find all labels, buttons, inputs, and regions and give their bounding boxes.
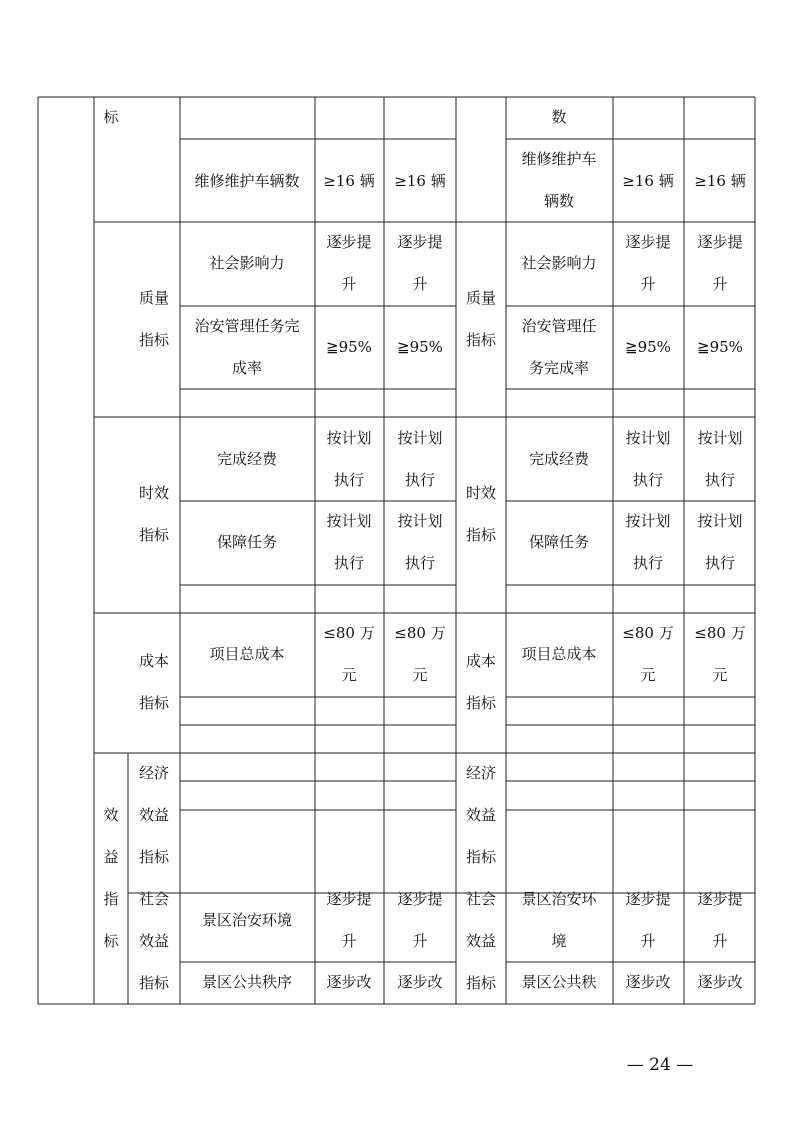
table-cell-text: 升 (712, 275, 728, 293)
table-cell-text: 逐步提 (397, 233, 443, 251)
table-cell-text: 务完成率 (528, 359, 590, 377)
table-cell-text: ≥16 辆 (694, 172, 746, 190)
table-cell-text: 数 (551, 108, 567, 126)
table-cell-text: 指标 (465, 331, 497, 349)
table-cell-text: 按计划 (625, 512, 671, 530)
table-cell-text: 按计划 (326, 512, 372, 530)
page-number: — 24 — (626, 1055, 694, 1075)
table-cell-text: 效益 (138, 932, 170, 950)
table-cell-text: 元 (412, 666, 428, 684)
table-cell-text: ≤80 万 (323, 624, 375, 642)
table-cell-text: 成本 (465, 652, 497, 670)
table-cell-text: 升 (341, 932, 357, 950)
table-cell-text: ≧95% (697, 338, 743, 356)
table-cells (103, 108, 745, 992)
table-cell-text: 经济 (138, 764, 170, 782)
table-cell-text: 执行 (404, 554, 436, 572)
table-cell-text: 标 (103, 932, 119, 950)
table-cell-text: 执行 (404, 471, 436, 489)
table-cell-text: 元 (640, 666, 656, 684)
table-cell-text: ≧95% (397, 338, 443, 356)
table-cell-text: 按计划 (397, 512, 443, 530)
table-cell-text: 景区公共秩 (521, 973, 597, 991)
table-cell-text: 执行 (632, 554, 664, 572)
table-cell-text: ≧95% (625, 338, 671, 356)
table-cell-text: 按计划 (625, 429, 671, 447)
table-cell-text: 成率 (231, 359, 263, 377)
table-cell-text: ≤80 万 (622, 624, 674, 642)
table-cell-text: 逐步提 (697, 890, 743, 908)
table-cell-text: 逐步改 (397, 973, 443, 991)
table-cell-text: ≤80 万 (394, 624, 446, 642)
table-cell-text: 效益 (465, 932, 497, 950)
table-cell-text: 时效 (465, 484, 497, 502)
table-cell-text: 保障任务 (216, 533, 278, 551)
table-cell-text: 指标 (465, 694, 497, 712)
table-cell-text: 执行 (704, 471, 736, 489)
table-cell-text: 元 (712, 666, 728, 684)
table-cell-text: 升 (640, 932, 656, 950)
table-cell-text: 逐步提 (397, 890, 443, 908)
table-cell-text: 辆数 (543, 192, 575, 210)
table-cell-text: ≧95% (326, 338, 372, 356)
table-cell-text: 保障任务 (528, 533, 590, 551)
table-cell-text: 逐步提 (625, 890, 671, 908)
table-cell-text: 社会 (138, 890, 170, 908)
table-cell-text: ≥16 辆 (323, 172, 375, 190)
table-cell-text: 指标 (465, 848, 497, 866)
table-cell-text: 指标 (138, 848, 170, 866)
table-cell-text: 景区治安环境 (201, 911, 293, 929)
table-cell-text: 按计划 (697, 512, 743, 530)
table-cell-text: 标 (103, 108, 119, 126)
table-cell-text: 社会 (465, 890, 497, 908)
table-cell-text: 逐步提 (326, 890, 372, 908)
table-cell-text: 景区治安环 (521, 890, 597, 908)
table-cell-text: ≤80 万 (694, 624, 746, 642)
table-cell-text: 经济 (465, 764, 497, 782)
table-cell-text: 元 (341, 666, 357, 684)
table-cell-text: 景区公共秩序 (201, 973, 293, 991)
table-cell-text: 完成经费 (528, 450, 590, 468)
table-cell-text: 升 (712, 932, 728, 950)
table-cell-text: 执行 (704, 554, 736, 572)
table-cell-text: 升 (412, 275, 428, 293)
table-cell-text: 执行 (333, 471, 365, 489)
table-cell-text: 指标 (138, 974, 170, 992)
table-cell-text: 按计划 (697, 429, 743, 447)
table-cell-text: 益 (103, 848, 119, 866)
table-cell-text: 按计划 (397, 429, 443, 447)
table-cell-text: 逐步改 (625, 973, 671, 991)
table-cell-text: 执行 (632, 471, 664, 489)
table-cell-text: 社会影响力 (521, 254, 597, 272)
table-cell-text: ≥16 辆 (394, 172, 446, 190)
table-cell-text: 成本 (138, 652, 170, 670)
table-cell-text: 指标 (465, 974, 497, 992)
table-cell-text: 指 (103, 890, 119, 908)
table-cell-text: 执行 (333, 554, 365, 572)
table-cell-text: 质量 (138, 289, 170, 307)
table-cell-text: 逐步提 (697, 233, 743, 251)
table-cell-text: 指标 (138, 331, 170, 349)
table-cell-text: 效益 (465, 806, 497, 824)
table-cell-text: 治安管理任务完 (194, 317, 300, 335)
table-cell-text: 时效 (138, 484, 170, 502)
table-cell-text: 完成经费 (216, 450, 278, 468)
table-cell-text: 升 (341, 275, 357, 293)
table-cell-text: 逐步改 (326, 973, 372, 991)
table-cell-text: 逐步提 (625, 233, 671, 251)
table-cell-text: 指标 (138, 526, 170, 544)
table-cell-text: 项目总成本 (521, 645, 597, 663)
table-cell-text: 升 (412, 932, 428, 950)
table-cell-text: 逐步提 (326, 233, 372, 251)
table-cell-text: 项目总成本 (209, 645, 285, 663)
table-cell-text: 维修维护车辆数 (194, 172, 300, 190)
table-cell-text: 维修维护车 (521, 150, 597, 168)
table-cell-text: 逐步改 (697, 973, 743, 991)
table-cell-text: 指标 (138, 694, 170, 712)
table-cell-text: 指标 (465, 526, 497, 544)
table-cell-text: 社会影响力 (209, 254, 285, 272)
table-cell-text: 升 (640, 275, 656, 293)
table-cell-text: 效 (103, 806, 119, 824)
table-cell-text: 按计划 (326, 429, 372, 447)
table-cell-text: 境 (551, 932, 567, 950)
table-cell-text: ≥16 辆 (622, 172, 674, 190)
table-cell-text: 效益 (138, 806, 170, 824)
table-cell-text: 质量 (465, 289, 497, 307)
table-cell-text: 治安管理任 (521, 317, 597, 335)
